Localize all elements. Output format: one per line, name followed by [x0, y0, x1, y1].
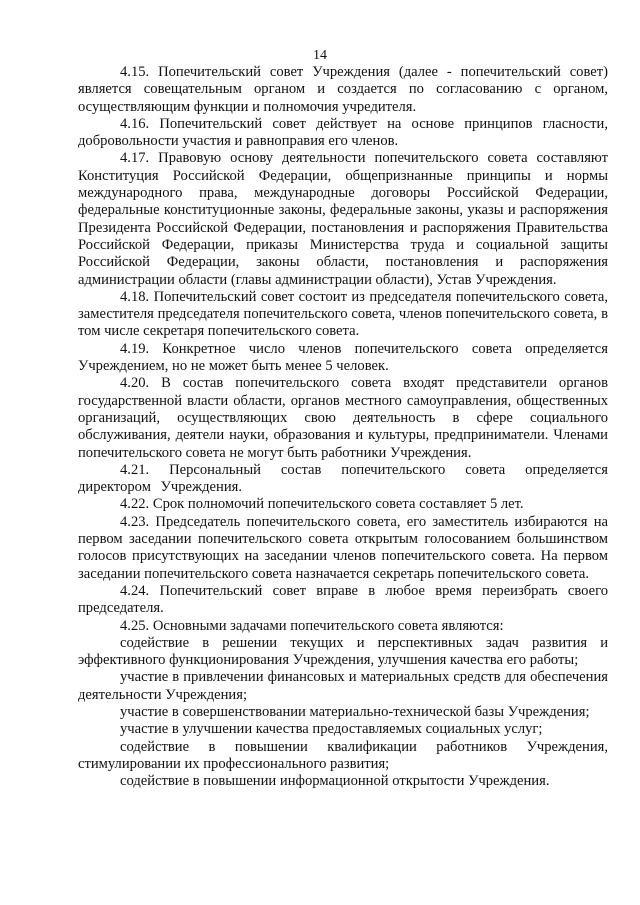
paragraph-4-21: 4.21. Персональный состав попечительского совета определяется директором Учреждения. [78, 461, 608, 496]
paragraph-4-16: 4.16. Попечительский совет действует на основе принципов гласности, добровольности участия и равноправия его членов. [78, 115, 608, 150]
list-item: содействие в повышении квалификации работников Учреждения, стимулировании их профессионального развития; [78, 738, 608, 772]
paragraph-4-20: 4.20. В состав попечительского совета входят представители органов государственной власти области, органов местного самоуправления, общественных организаций, осуществляющих свою деятельность в сфере социального обслуживания, деятели науки, образования и культуры, предприниматели. Членами попечительского совета не могут быть работники Учреждения. [78, 375, 608, 461]
paragraph-4-19: 4.19. Конкретное число членов попечительского совета определяется Учреждением, но не может быть менее 5 человек. [78, 340, 608, 375]
paragraph-4-18: 4.18. Попечительский совет состоит из председателя попечительского совета, заместителя председателя попечительского совета, членов попечительского совета, в том числе секретаря попечительского совета. [78, 288, 608, 340]
paragraph-4-25: 4.25. Основными задачами попечительского совета являются: [120, 617, 504, 634]
paragraph-4-22: 4.22. Срок полномочий попечительского совета составляет 5 лет. [120, 496, 524, 513]
page-number: 14 [313, 48, 327, 63]
list-item: участие в совершенствовании материально-технической базы Учреждения; [120, 703, 590, 720]
paragraph-4-23: 4.23. Председатель попечительского совета, его заместитель избираются на первом заседании попечительского совета открытым голосованием большинством голосов присутствующих на заседании членов попечительского совета. На первом заседании попечительского совета назначается секретарь попечительского совета. [78, 513, 608, 582]
list-item: участие в привлечении финансовых и материальных средств для обеспечения деятельности Учреждения; [78, 669, 608, 703]
list-item: содействие в решении текущих и перспективных задач развития и эффективного функционирования Учреждения, улучшения качества его работы; [78, 634, 608, 669]
paragraph-4-15: 4.15. Попечительский совет Учреждения (далее - попечительский совет) является совещательным органом и создается по согласованию с органом, осуществляющим функции и полномочия учредителя. [78, 64, 608, 115]
paragraph-4-17: 4.17. Правовую основу деятельности попечительского совета составляют Конституция Российской Федерации, общепризнанные принципы и нормы международного права, международные договоры Российской Федерации, федеральные конституционные законы, федеральные законы, указы и распоряжения Президента Российской Федерации, постановления и распоряжения Правительства Российской Федерации, приказы Министерства труда и социальной защиты Российской Федерации, законы области, постановления и распоряжения администрации области (главы администрации области), Устав Учреждения. [78, 150, 608, 288]
list-item: содействие в повышении информационной открытости Учреждения. [120, 773, 550, 790]
list-item: участие в улучшении качества предоставляемых социальных услуг; [120, 721, 543, 738]
document-body [78, 64, 608, 790]
paragraph-4-24: 4.24. Попечительский совет вправе в любое время переизбрать своего председателя. [78, 582, 608, 617]
